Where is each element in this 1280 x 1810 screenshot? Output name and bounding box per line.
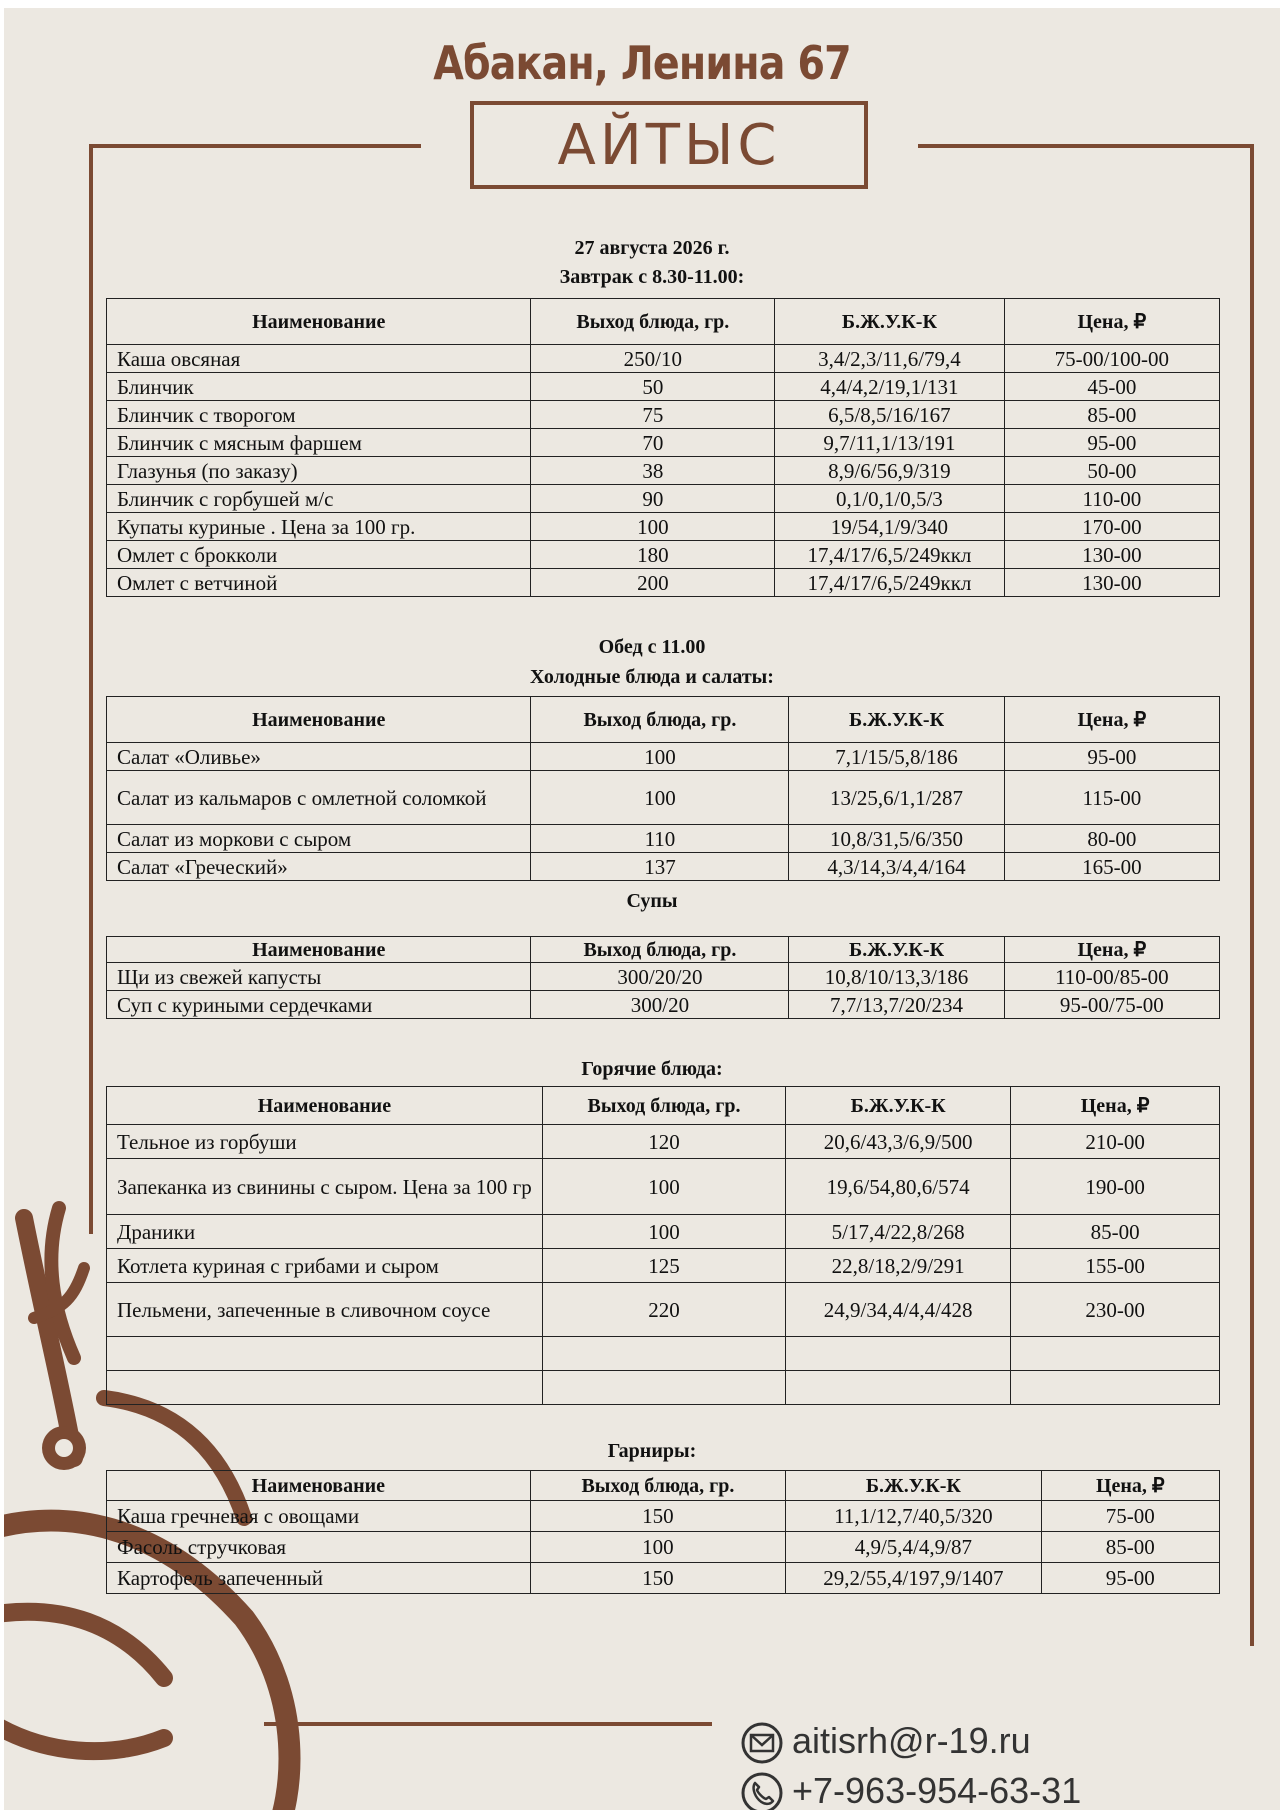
col-weight-cell: 200 [531, 569, 775, 597]
col-weight-header: Выход блюда, гр. [531, 697, 789, 743]
col-name-cell: Каша овсяная [107, 345, 531, 373]
col-price-header: Цена, ₽ [1004, 937, 1219, 963]
col-weight-cell: 100 [531, 771, 789, 825]
col-weight-cell: 100 [542, 1215, 785, 1249]
col-name-cell: Тельное из горбуши [107, 1125, 543, 1159]
col-nutrition-cell: 22,8/18,2/9/291 [786, 1249, 1011, 1283]
col-name-cell: Щи из свежей капусты [107, 963, 531, 991]
col-price-cell: 165-00 [1004, 853, 1219, 881]
col-name-cell: Картофель запеченный [107, 1563, 531, 1594]
table-row [107, 771, 1220, 825]
col-name-cell: Блинчик [107, 373, 531, 401]
table-row [107, 991, 1220, 1019]
col-price-cell: 210-00 [1011, 1125, 1220, 1159]
col-price-cell: 155-00 [1011, 1249, 1220, 1283]
table-row [107, 1249, 1220, 1283]
col-name-header: Наименование [107, 1471, 531, 1501]
table-row [107, 485, 1220, 513]
col-nutrition-cell: 4,9/5,4/4,9/87 [786, 1532, 1041, 1563]
brand-logo [470, 101, 868, 189]
col-nutrition-cell: 4,4/4,2/19,1/131 [775, 373, 1005, 401]
col-weight-cell: 90 [531, 485, 775, 513]
table-row [107, 373, 1220, 401]
frame-bottom [264, 1722, 712, 1726]
col-weight-cell: 125 [542, 1249, 785, 1283]
soups-title: Супы [626, 890, 678, 912]
col-nutrition-cell: 17,4/17/6,5/249ккл [775, 569, 1005, 597]
col-name-cell: Салат «Оливье» [107, 743, 531, 771]
col-weight-cell: 100 [530, 1532, 785, 1563]
col-weight-cell [542, 1337, 785, 1371]
col-nutrition-cell: 17,4/17/6,5/249ккл [775, 541, 1005, 569]
table-row [107, 1283, 1220, 1337]
col-name-cell: Драники [107, 1215, 543, 1249]
col-price-cell: 170-00 [1004, 513, 1219, 541]
col-name-cell [107, 1337, 543, 1371]
col-nutrition-cell [786, 1337, 1011, 1371]
col-nutrition-header: Б.Ж.У.К-К [786, 1087, 1011, 1125]
col-weight-cell: 110 [531, 825, 789, 853]
col-nutrition-header: Б.Ж.У.К-К [775, 299, 1005, 345]
col-weight-cell: 250/10 [531, 345, 775, 373]
col-weight-header: Выход блюда, гр. [542, 1087, 785, 1125]
col-price-cell: 80-00 [1004, 825, 1219, 853]
col-name-cell: Салат из моркови с сыром [107, 825, 531, 853]
cold-title: Холодные блюда и салаты: [530, 666, 774, 688]
date-line: 27 августа 2026 г. [574, 237, 730, 259]
col-name-cell: Пельмени, запеченные в сливочном соусе [107, 1283, 543, 1337]
menu-page [4, 8, 1280, 1810]
table-row [107, 853, 1220, 881]
table-row [107, 513, 1220, 541]
col-name-cell: Котлета куриная с грибами и сыром [107, 1249, 543, 1283]
table-row [107, 1532, 1220, 1563]
table-row [107, 345, 1220, 373]
col-price-cell: 130-00 [1004, 569, 1219, 597]
col-weight-cell: 100 [531, 513, 775, 541]
col-name-header: Наименование [107, 299, 531, 345]
col-nutrition-cell: 10,8/10/13,3/186 [789, 963, 1004, 991]
col-nutrition-cell: 20,6/43,3/6,9/500 [786, 1125, 1011, 1159]
col-price-header: Цена, ₽ [1004, 299, 1219, 345]
col-nutrition-cell: 29,2/55,4/197,9/1407 [786, 1563, 1041, 1594]
col-name-cell: Суп с куриными сердечками [107, 991, 531, 1019]
breakfast-title: Завтрак с 8.30-11.00: [559, 266, 745, 288]
col-price-cell [1011, 1337, 1220, 1371]
col-nutrition-cell: 11,1/12,7/40,5/320 [786, 1501, 1041, 1532]
col-price-cell: 190-00 [1011, 1159, 1220, 1215]
table-header-row [107, 697, 1220, 743]
table-row [107, 541, 1220, 569]
col-weight-cell: 220 [542, 1283, 785, 1337]
col-nutrition-header: Б.Ж.У.К-К [789, 697, 1004, 743]
col-weight-header: Выход блюда, гр. [531, 937, 789, 963]
col-nutrition-header: Б.Ж.У.К-К [786, 1471, 1041, 1501]
hot-table [106, 1086, 1220, 1405]
col-weight-cell: 150 [530, 1501, 785, 1532]
col-nutrition-cell: 0,1/0,1/0,5/3 [775, 485, 1005, 513]
city-address: Абакан, Ленина 67 [433, 36, 851, 90]
col-weight-cell [542, 1371, 785, 1405]
col-price-header: Цена, ₽ [1041, 1471, 1219, 1501]
col-price-cell: 130-00 [1004, 541, 1219, 569]
table-header-row [107, 1471, 1220, 1501]
col-price-cell: 85-00 [1011, 1215, 1220, 1249]
col-name-cell: Блинчик с творогом [107, 401, 531, 429]
col-weight-cell: 137 [531, 853, 789, 881]
table-header-row [107, 1087, 1220, 1125]
col-name-cell: Купаты куриные . Цена за 100 гр. [107, 513, 531, 541]
col-price-cell [1011, 1371, 1220, 1405]
col-name-cell: Блинчик с горбушей м/с [107, 485, 531, 513]
col-price-cell: 50-00 [1004, 457, 1219, 485]
col-name-cell: Блинчик с мясным фаршем [107, 429, 531, 457]
col-weight-header: Выход блюда, гр. [530, 1471, 785, 1501]
table-row [107, 1501, 1220, 1532]
col-nutrition-cell: 13/25,6/1,1/287 [789, 771, 1004, 825]
cold-table [106, 696, 1220, 881]
breakfast-table [106, 298, 1220, 597]
col-nutrition-cell: 7,1/15/5,8/186 [789, 743, 1004, 771]
col-weight-cell: 300/20/20 [531, 963, 789, 991]
phone-text: +7-963-954-63-31 [792, 1770, 1082, 1810]
col-name-cell: Салат «Греческий» [107, 853, 531, 881]
col-nutrition-cell: 7,7/13,7/20/234 [789, 991, 1004, 1019]
col-weight-cell: 120 [542, 1125, 785, 1159]
col-nutrition-cell: 19/54,1/9/340 [775, 513, 1005, 541]
col-nutrition-cell: 10,8/31,5/6/350 [789, 825, 1004, 853]
lunch-title: Обед с 11.00 [598, 636, 706, 658]
col-weight-cell: 38 [531, 457, 775, 485]
col-price-cell: 115-00 [1004, 771, 1219, 825]
soups-table [106, 936, 1220, 1019]
col-nutrition-cell: 8,9/6/56,9/319 [775, 457, 1005, 485]
table-row [107, 1563, 1220, 1594]
col-weight-cell: 150 [530, 1563, 785, 1594]
col-price-cell: 230-00 [1011, 1283, 1220, 1337]
sides-title: Гарниры: [607, 1440, 697, 1462]
col-price-cell: 95-00 [1041, 1563, 1219, 1594]
col-price-cell: 95-00/75-00 [1004, 991, 1219, 1019]
col-price-cell: 85-00 [1041, 1532, 1219, 1563]
col-name-cell: Фасоль стручковая [107, 1532, 531, 1563]
col-price-cell: 95-00 [1004, 743, 1219, 771]
brand-logo-text: АЙТЫС [557, 113, 781, 178]
col-weight-header: Выход блюда, гр. [531, 299, 775, 345]
col-name-cell: Каша гречневая с овощами [107, 1501, 531, 1532]
sides-table [106, 1470, 1220, 1594]
col-price-cell: 45-00 [1004, 373, 1219, 401]
col-weight-cell: 100 [531, 743, 789, 771]
col-name-cell: Омлет с ветчиной [107, 569, 531, 597]
col-nutrition-cell: 19,6/54,80,6/574 [786, 1159, 1011, 1215]
table-row [107, 401, 1220, 429]
col-price-cell: 110-00 [1004, 485, 1219, 513]
table-row [107, 1159, 1220, 1215]
table-header-row [107, 299, 1220, 345]
table-row [107, 743, 1220, 771]
table-header-row [107, 937, 1220, 963]
col-name-cell [107, 1371, 543, 1405]
col-name-header: Наименование [107, 937, 531, 963]
table-row [107, 1371, 1220, 1405]
phone-contact[interactable] [740, 1770, 1081, 1810]
col-name-header: Наименование [107, 1087, 543, 1125]
col-name-cell: Салат из кальмаров с омлетной соломкой [107, 771, 531, 825]
col-name-cell: Омлет с брокколи [107, 541, 531, 569]
table-row [107, 429, 1220, 457]
frame-top-left [89, 144, 421, 148]
col-weight-cell: 100 [542, 1159, 785, 1215]
col-nutrition-cell: 4,3/14,3/4,4/164 [789, 853, 1004, 881]
col-nutrition-cell: 5/17,4/22,8/268 [786, 1215, 1011, 1249]
table-row [107, 1125, 1220, 1159]
col-price-cell: 85-00 [1004, 401, 1219, 429]
col-weight-cell: 180 [531, 541, 775, 569]
col-price-cell: 75-00 [1041, 1501, 1219, 1532]
table-row [107, 457, 1220, 485]
col-price-header: Цена, ₽ [1004, 697, 1219, 743]
hot-title: Горячие блюда: [581, 1058, 723, 1080]
col-price-cell: 95-00 [1004, 429, 1219, 457]
envelope-icon [740, 1721, 784, 1765]
col-name-cell: Глазунья (по заказу) [107, 457, 531, 485]
col-price-header: Цена, ₽ [1011, 1087, 1220, 1125]
col-nutrition-cell: 6,5/8,5/16/167 [775, 401, 1005, 429]
col-name-header: Наименование [107, 697, 531, 743]
col-nutrition-cell [786, 1371, 1011, 1405]
col-weight-cell: 50 [531, 373, 775, 401]
col-price-cell: 75-00/100-00 [1004, 345, 1219, 373]
email-contact[interactable] [740, 1720, 1031, 1765]
table-row [107, 1337, 1220, 1371]
col-weight-cell: 300/20 [531, 991, 789, 1019]
col-weight-cell: 70 [531, 429, 775, 457]
col-nutrition-cell: 9,7/11,1/13/191 [775, 429, 1005, 457]
email-text: aitisrh@r-19.ru [792, 1720, 1031, 1761]
col-weight-cell: 75 [531, 401, 775, 429]
col-nutrition-cell: 24,9/34,4/4,4/428 [786, 1283, 1011, 1337]
col-nutrition-cell: 3,4/2,3/11,6/79,4 [775, 345, 1005, 373]
frame-top-right [918, 144, 1254, 148]
table-row [107, 569, 1220, 597]
col-price-cell: 110-00/85-00 [1004, 963, 1219, 991]
table-row [107, 825, 1220, 853]
table-row [107, 963, 1220, 991]
table-row [107, 1215, 1220, 1249]
phone-icon [740, 1771, 784, 1810]
col-name-cell: Запеканка из свинины с сыром. Цена за 100 гр [107, 1159, 543, 1215]
col-nutrition-header: Б.Ж.У.К-К [789, 937, 1004, 963]
